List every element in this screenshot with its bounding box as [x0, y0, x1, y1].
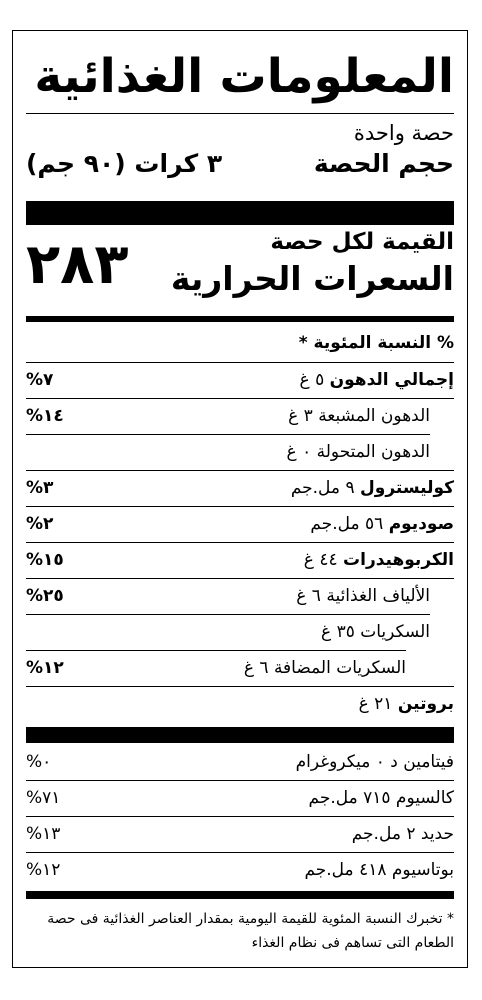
- nutrient-amount: ٦ غ: [243, 658, 269, 678]
- nutrient-row-sodium: [26, 507, 454, 543]
- vitamin-row-calcium: [26, 781, 454, 817]
- nutrient-amount: ٦ غ: [296, 586, 321, 606]
- vitamin-row-iron: [26, 817, 454, 853]
- serving-size-value: ٣ كرات (٩٠ جم): [26, 149, 223, 178]
- nutrient-row-dietary-fiber: [26, 579, 454, 615]
- vitamin-dv: ٠%: [26, 752, 52, 772]
- daily-value-header: % النسبة المئوية *: [298, 333, 454, 353]
- nutrient-amount: ٤٤ غ: [303, 550, 338, 570]
- nutrient-label: صوديوم: [388, 514, 454, 534]
- nutrient-row-saturated-fat: [26, 399, 454, 435]
- servings-per-container: حصة واحدة: [353, 121, 454, 145]
- nutrient-dv: ٢٥%: [26, 586, 64, 606]
- nutrient-label: بروتين: [397, 694, 454, 714]
- calories-value: ٢٨٣: [26, 232, 129, 297]
- nutrient-dv: ٧%: [26, 370, 54, 390]
- nutrient-dv: ٢%: [26, 514, 54, 534]
- nutrient-amount: ٣ غ: [288, 406, 313, 426]
- medium-divider: [26, 316, 454, 322]
- nutrient-dv: ١٤%: [26, 406, 64, 426]
- nutrient-row-total-fat: [26, 363, 454, 399]
- nutrient-dv: ١٢%: [26, 658, 64, 678]
- nutrient-row-carbohydrates: [26, 543, 454, 579]
- vitamin-dv: ١٢%: [26, 860, 61, 880]
- nutrient-dv: ١٥%: [26, 550, 64, 570]
- nutrient-label: الدهون المتحولة: [316, 442, 430, 462]
- medium-divider: [26, 891, 454, 899]
- nutrient-label: الألياف الغذائية: [326, 586, 430, 606]
- vitamin-row-potassium: [26, 853, 454, 889]
- nutrition-facts-label: [12, 30, 468, 968]
- amount-per-serving: القيمة لكل حصة: [270, 229, 454, 255]
- nutrient-amount: ٥٦ مل.جم: [310, 514, 384, 534]
- nutrient-amount: ٣٥ غ: [321, 622, 355, 642]
- vitamin-text: بوتاسيوم ٤١٨ مل.جم: [304, 860, 454, 880]
- footnote: * تخبرك النسبة المئوية للقيمة اليومية بمقدار العناصر الغذائية فى حصة الطعام التى تساهم فى نظام الغذاء: [47, 911, 454, 951]
- nutrient-label: الكربوهيدرات: [343, 550, 454, 570]
- vitamin-text: فيتامين د ٠ ميكروغرام: [295, 752, 454, 772]
- vitamin-text: كالسيوم ٧١٥ مل.جم: [308, 788, 454, 808]
- nutrient-amount: ٩ مل.جم: [290, 478, 355, 498]
- nutrient-row-added-sugars: [26, 651, 454, 687]
- nutrient-dv: ٣%: [26, 478, 54, 498]
- nutrient-label: الدهون المشبعة: [318, 406, 430, 426]
- nutrient-row-sugars: [26, 615, 454, 651]
- nutrient-amount: ٠ غ: [286, 442, 312, 462]
- label-title: المعلومات الغذائية: [34, 49, 454, 104]
- vitamin-row-vitamin-d: [26, 745, 454, 781]
- thick-divider: [26, 201, 454, 225]
- nutrient-row-cholesterol: [26, 471, 454, 507]
- vitamin-dv: ١٣%: [26, 824, 61, 844]
- nutrient-label: إجمالي الدهون: [329, 370, 454, 390]
- serving-size-row: [26, 149, 454, 185]
- nutrient-amount: ٢١ غ: [358, 694, 393, 714]
- nutrient-amount: ٥ غ: [299, 370, 325, 390]
- nutrient-row-protein: [26, 687, 454, 723]
- vitamin-text: حديد ٢ مل.جم: [351, 824, 454, 844]
- divider: [26, 113, 454, 114]
- serving-size-label: حجم الحصة: [313, 149, 454, 178]
- nutrient-label: السكريات: [360, 622, 430, 642]
- thick-divider: [26, 727, 454, 743]
- vitamin-dv: ٧١%: [26, 788, 61, 808]
- nutrient-label: كوليسترول: [360, 478, 454, 498]
- calories-label: السعرات الحرارية: [170, 259, 454, 298]
- nutrient-row-trans-fat: [26, 435, 454, 471]
- nutrient-label: السكريات المضافة: [273, 658, 406, 678]
